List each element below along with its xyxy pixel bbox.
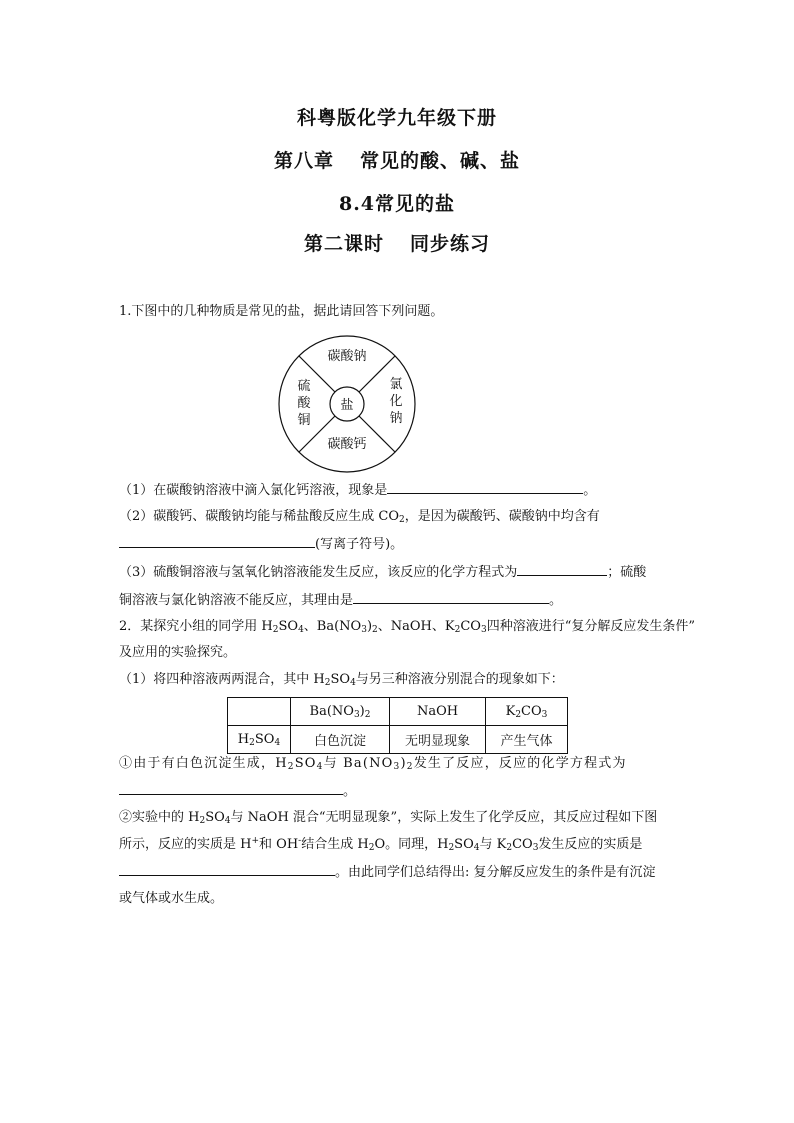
- q2-stem-text: ): [366, 619, 373, 634]
- q2-stem-text: 、Ba(NO: [303, 619, 362, 634]
- q2-sub1-text: SO: [294, 756, 317, 771]
- subscript: 4: [473, 843, 480, 853]
- q2-part1: [119, 670, 679, 690]
- chapter-prefix: 第八章: [273, 150, 334, 172]
- chapter-name: 常见的酸、碱、盐: [360, 150, 521, 172]
- superscript: +: [251, 836, 260, 846]
- diagram-top-label: 碳酸钠: [327, 349, 367, 364]
- q1-part3-cont: [119, 590, 679, 611]
- q2-sub1-text: ): [400, 756, 407, 771]
- q2-sub2-cont: [119, 835, 679, 855]
- table-row-header: $H_2SO_4$: [228, 726, 291, 754]
- table-cell: 无明显现象: [390, 726, 486, 754]
- q1-part3-end: 。: [549, 593, 563, 608]
- q1-part1: [119, 480, 679, 501]
- diagram-bottom-label: 碳酸钙: [327, 437, 367, 452]
- section-title: 8.4常见的盐: [338, 193, 456, 215]
- q2-part1-text: 与另三种溶液分别混合的现象如下：: [355, 672, 564, 687]
- diagram-left-label: 酸: [297, 396, 311, 411]
- subscript: 2: [272, 625, 279, 635]
- observation-table: [227, 697, 568, 754]
- q1-part3-text: （3）硫酸铜溶液与氢氧化钠溶液能发生反应，该反应的化学方程式为: [119, 565, 518, 580]
- q1-part3-text: ；硫酸: [607, 565, 647, 580]
- subscript: 2: [324, 678, 331, 688]
- q2-sub2-text: 。由此同学们总结得出: 复分解反应发生的条件是有沉淀: [335, 865, 656, 880]
- q2-stem-cont: 及应用的实验探究。: [119, 645, 237, 660]
- q1-part1-end: 。: [583, 483, 597, 498]
- answer-blank[interactable]: [119, 781, 343, 795]
- q2-sub2-cont2: [119, 862, 679, 883]
- diagram-right-label: 钠: [389, 411, 403, 426]
- q1-part2-cont: [119, 534, 679, 555]
- q2-stem-text: CO: [460, 619, 481, 634]
- q2-part1-text: SO: [330, 672, 351, 687]
- subscript: 2: [406, 762, 414, 772]
- q2-sub1-cont: [119, 781, 679, 802]
- subscript: 2: [287, 762, 295, 772]
- table-cell: 白色沉淀: [291, 726, 390, 754]
- q2-sub1-end: 。: [343, 784, 357, 799]
- subscript: 2: [399, 515, 405, 525]
- q1-part3: [119, 562, 679, 583]
- answer-blank[interactable]: [119, 862, 335, 876]
- lesson-name: 同步练习: [410, 233, 491, 255]
- subscript: 2: [506, 843, 513, 853]
- q2-sub2-text: 发生反应的实质是: [538, 837, 643, 852]
- subscript: 2: [199, 816, 206, 826]
- q2-sub2-text: 和 OH: [259, 837, 299, 852]
- answer-blank[interactable]: [119, 534, 315, 548]
- q2-sub2-text: 所示，反应的实质是 H: [119, 837, 252, 852]
- q1-part2-text: (写离子符号)。: [315, 537, 404, 552]
- diagram-right-label: 化: [389, 394, 403, 409]
- subscript: 2: [454, 625, 461, 635]
- q2-sub1-text: 与 Ba(NO: [323, 756, 394, 771]
- q1-part2: [119, 507, 679, 527]
- q2-stem-text: 四种溶液进行“复分解反应发生条件”: [486, 619, 695, 634]
- superscript: -: [298, 836, 302, 846]
- q1-part2-text: （2）碳酸钙、碳酸钠均能与稀盐酸反应生成 CO: [119, 509, 400, 524]
- table-row: [228, 726, 568, 754]
- answer-blank[interactable]: [517, 562, 607, 576]
- q2-sub2-text: O。同理，H: [374, 837, 449, 852]
- diagram-center-label: 盐: [340, 398, 354, 413]
- q2-sub2-text: SO: [205, 810, 225, 825]
- chapter-title: [0, 146, 794, 173]
- subscript: 4: [316, 762, 324, 772]
- table-cell-empty: [228, 698, 291, 726]
- diagram-left-label: 硫: [297, 379, 311, 394]
- subscript: 2: [448, 843, 455, 853]
- subscript: 4: [350, 678, 356, 688]
- q2-sub2-text: 与 K: [479, 837, 507, 852]
- lesson-title: [0, 229, 794, 256]
- q1-part1-text: （1）在碳酸钠溶液中滴入氯化钙溶液，现象是: [119, 483, 388, 498]
- answer-blank[interactable]: [353, 590, 549, 604]
- q2-sub2-text: 结合生成 H: [301, 837, 369, 852]
- q2-sub1: [119, 754, 679, 774]
- q2-part1-text: （1）将四种溶液两两混合，其中 H: [119, 672, 325, 687]
- q2-sub1-text: 发生了反应，反应的化学方程式为: [413, 756, 627, 771]
- salt-diagram: [277, 334, 417, 474]
- q2-sub2: [119, 808, 679, 828]
- q1-part2-text: ，是因为碳酸钙、碳酸钠中均含有: [404, 509, 600, 524]
- q2-stem-text: 、NaOH、K: [377, 619, 455, 634]
- q2-sub2-text: 与 NaOH 混合“无明显现象”，实际上发生了化学反应，其反应过程如下图: [230, 810, 658, 825]
- diagram-right-label: 氯: [389, 377, 403, 392]
- subscript: 3: [532, 843, 539, 853]
- subscript: 2: [368, 843, 375, 853]
- q2-sub2-text: SO: [454, 837, 474, 852]
- subscript: 4: [298, 625, 304, 635]
- q1-stem: 1.下图中的几种物质是常见的盐，据此请回答下列问题。: [119, 304, 444, 319]
- q2-stem: [119, 617, 695, 637]
- answer-blank[interactable]: [387, 480, 583, 494]
- table-cell: 产生气体: [486, 726, 568, 754]
- table-row: [228, 698, 568, 726]
- diagram-left-label: 铜: [297, 413, 311, 428]
- q2-stem-text: SO: [278, 619, 299, 634]
- q1-part3-text: 铜溶液与氯化钠溶液不能反应，其理由是: [119, 593, 354, 608]
- q2-stem-text: 2．某探究小组的同学用 H: [119, 619, 273, 634]
- book-title: 科粤版化学九年级下册: [296, 107, 497, 129]
- subscript: 2: [372, 625, 378, 635]
- subscript: 3: [393, 762, 401, 772]
- subscript: 3: [361, 625, 367, 635]
- q2-sub2-text: ②实验中的 H: [119, 810, 200, 825]
- table-header: NaOH: [390, 698, 486, 726]
- subscript: 4: [224, 816, 231, 826]
- q2-sub2-text: CO: [512, 837, 533, 852]
- q2-sub2-cont3: 或气体或水生成。: [119, 891, 224, 906]
- q2-sub1-text: ①由于有白色沉淀生成，H: [119, 756, 288, 771]
- table-header: $K_2CO_3$: [486, 698, 568, 726]
- table-header: $Ba(NO_3)_2$: [291, 698, 390, 726]
- lesson-prefix: 第二课时: [303, 233, 384, 255]
- subscript: 3: [480, 625, 487, 635]
